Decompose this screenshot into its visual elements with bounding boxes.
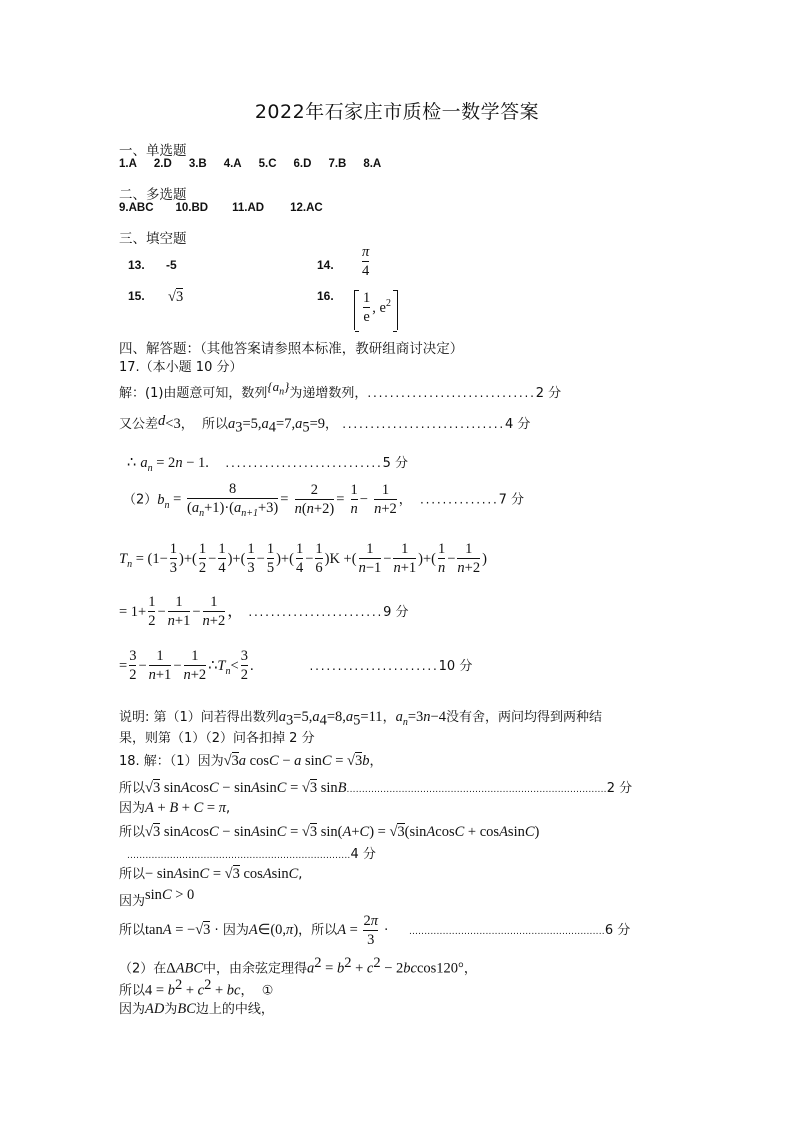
q17-heading: 17.（本小题 10 分）: [119, 360, 243, 375]
q18-line6: 因为sinC > 0: [119, 887, 195, 909]
q17-note-line2: 果，则第（1）（2）问各扣掉 2 分: [119, 731, 315, 746]
q18-part2-line2: 所以$4 = b^2 + c^2$ + bc， ①: [119, 977, 274, 999]
q16-answer: $\frac{1}{e}$ , $e^2$: [354, 290, 398, 330]
q18-part2-line3: 因为AD为BC边上的中线，: [119, 1001, 274, 1017]
answer-item: 11.AD: [232, 202, 265, 214]
q18-line3: 因为A + B + C = π,: [119, 800, 231, 816]
q15-answer: √3: [168, 289, 184, 305]
q18-line5: 所以− sinAsinC = √3 cosAsinC,: [119, 866, 303, 882]
q14-answer: $\frac{\pi}{4}$: [362, 244, 370, 279]
answer-item: 7.B: [328, 158, 347, 170]
answer-item: 4.A: [223, 158, 242, 170]
answer-item: 8.A: [363, 158, 382, 170]
q18-line4: 所以√3 sinAcosC − sinAsinC = √3 sin(A+C) = √3(sinAcosC + cosAsinC): [119, 824, 540, 840]
q13-label: 13.: [128, 258, 145, 272]
q17-line2: 又公差d<3， 所以$a_3=5,a_4=7,a_5=9$， .............................4 分: [119, 413, 531, 436]
q17-note-line1: 说明: 第（1）问若得出数列$a_3=5,a_4=8,a_5=11$，$a_n=3n-4$没有舍，两问均得到两种结: [119, 709, 602, 729]
answer-item: 9.ABC: [119, 202, 154, 214]
q18-line1: 18. 解：（1）因为√3a cosC − a sinC = √3b，: [119, 753, 383, 769]
q17-tn-line3: = $\frac{3}{2}$ − $\frac{1}{n+1}$ − $\frac{1}{n+2}$ $\therefore T_n<$ $\frac{3}{2}$ . .......................10 分: [119, 648, 473, 683]
answer-item: 2.D: [153, 158, 172, 170]
section-heading-multi-choice: 二、多选题: [119, 187, 187, 203]
q17-line3: ∴ $a_n = 2n - 1$. ............................5 分: [127, 455, 409, 474]
answer-item: 12.AC: [290, 202, 323, 214]
q17-tn-sum: $T_n = (1-$ $\frac{1}{3}$ )+( $\frac{1}{2}$ − $\frac{1}{4}$ )+( $\frac{1}{3}$ − $\frac{1}{5}$ )+( $\frac{1}{4}$ − $\frac{1}{6}$ )K +( $\frac{1}{n-1}$ − $\frac{1}{n+1}$ )+( $\frac{1}{n}$ − $\frac{1}{n+2}$ ): [119, 541, 487, 576]
q13-answer: -5: [166, 258, 177, 272]
answer-item: 5.C: [258, 158, 277, 170]
answer-item: 3.B: [188, 158, 207, 170]
q14-label: 14.: [317, 258, 334, 272]
q18-line2: 所以√3 sinAcosC − sinAsinC = √3 sinB.....................................................................................2 分: [119, 780, 633, 796]
q17-part2-line1: $(2)b_n$ = $\frac{8}{(a_n+1)\cdot(a_{n+1}+3)}$ = $\frac{2}{n(n+2)}$ = $\frac{1}{n}$ − $\frac{1}{n+2}$ ， ..............7 分: [123, 481, 525, 519]
section-heading-fill-in: 三、填空题: [119, 231, 187, 247]
q18-line7: 所以tanA = −√3 · 因为A∈(0,π)，所以A = $\frac{2\pi}{3}$ · ................................................................6 分: [119, 913, 631, 948]
answer-item: 1.A: [119, 158, 137, 170]
q17-line1: 解：(1)由题意可知，数列$\{a_n\}$为递增数列，..............................2 分: [119, 379, 562, 401]
answer-item: 6.D: [293, 158, 312, 170]
page-title: 2022年石家庄市质检一数学答案: [254, 101, 540, 123]
q18-part2-line1: （2）在ΔABC中，由余弦定理得$a^2 = b^2 + c^2 - 2bccos120^\circ$，: [119, 955, 477, 977]
section-heading-single-choice: 一、单选题: [119, 143, 187, 159]
multi-choice-answers: [119, 202, 340, 214]
section-heading-solutions: 四、解答题：（其他答案请参照本标准，教研组商讨决定）: [119, 341, 464, 357]
q15-label: 15.: [128, 289, 145, 303]
answer-item: 10.BD: [175, 202, 209, 214]
single-choice-answers: [119, 158, 398, 170]
q16-label: 16.: [317, 289, 334, 303]
q18-line4-score: .........................................................................4 分: [127, 847, 376, 862]
q17-tn-line2: = 1+ $\frac{1}{2}$ − $\frac{1}{n+1}$ − $\frac{1}{n+2}$ ， ........................9 分: [119, 594, 409, 629]
